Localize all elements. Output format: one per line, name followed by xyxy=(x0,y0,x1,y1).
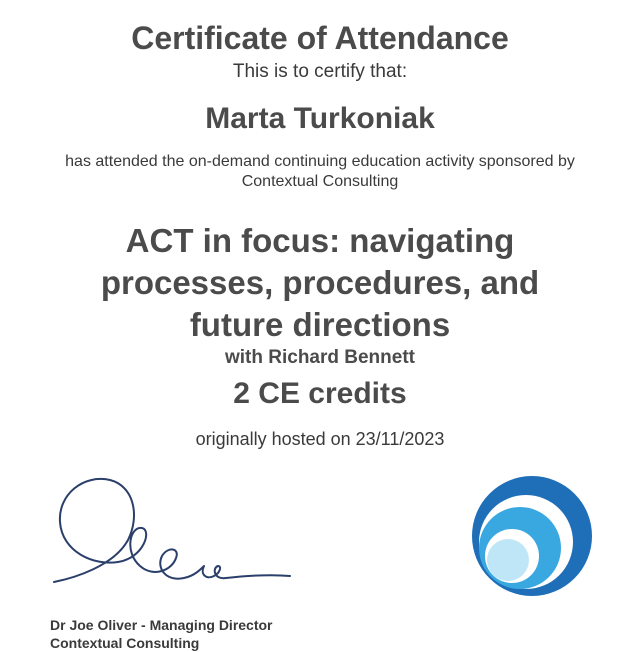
logo-icon xyxy=(470,474,594,598)
signatory-organization: Contextual Consulting xyxy=(50,635,200,651)
recipient-name: Marta Turkoniak xyxy=(205,102,435,135)
certify-line: This is to certify that: xyxy=(232,61,408,82)
certificate-title: Certificate of Attendance xyxy=(131,20,509,56)
signature-icon xyxy=(44,470,294,610)
attendance-statement: has attended the on-demand continuing education activity sponsored by Contextual Consulting xyxy=(65,153,575,190)
course-title: ACT in focus: navigating processes, procedures, and future directions xyxy=(100,222,540,343)
signatory-name-role: Dr Joe Oliver - Managing Director xyxy=(50,617,273,633)
presenter-line: with Richard Bennett xyxy=(224,347,415,368)
credits-line: 2 CE credits xyxy=(233,377,407,410)
hosted-date-line: originally hosted on 23/11/2023 xyxy=(195,429,445,449)
